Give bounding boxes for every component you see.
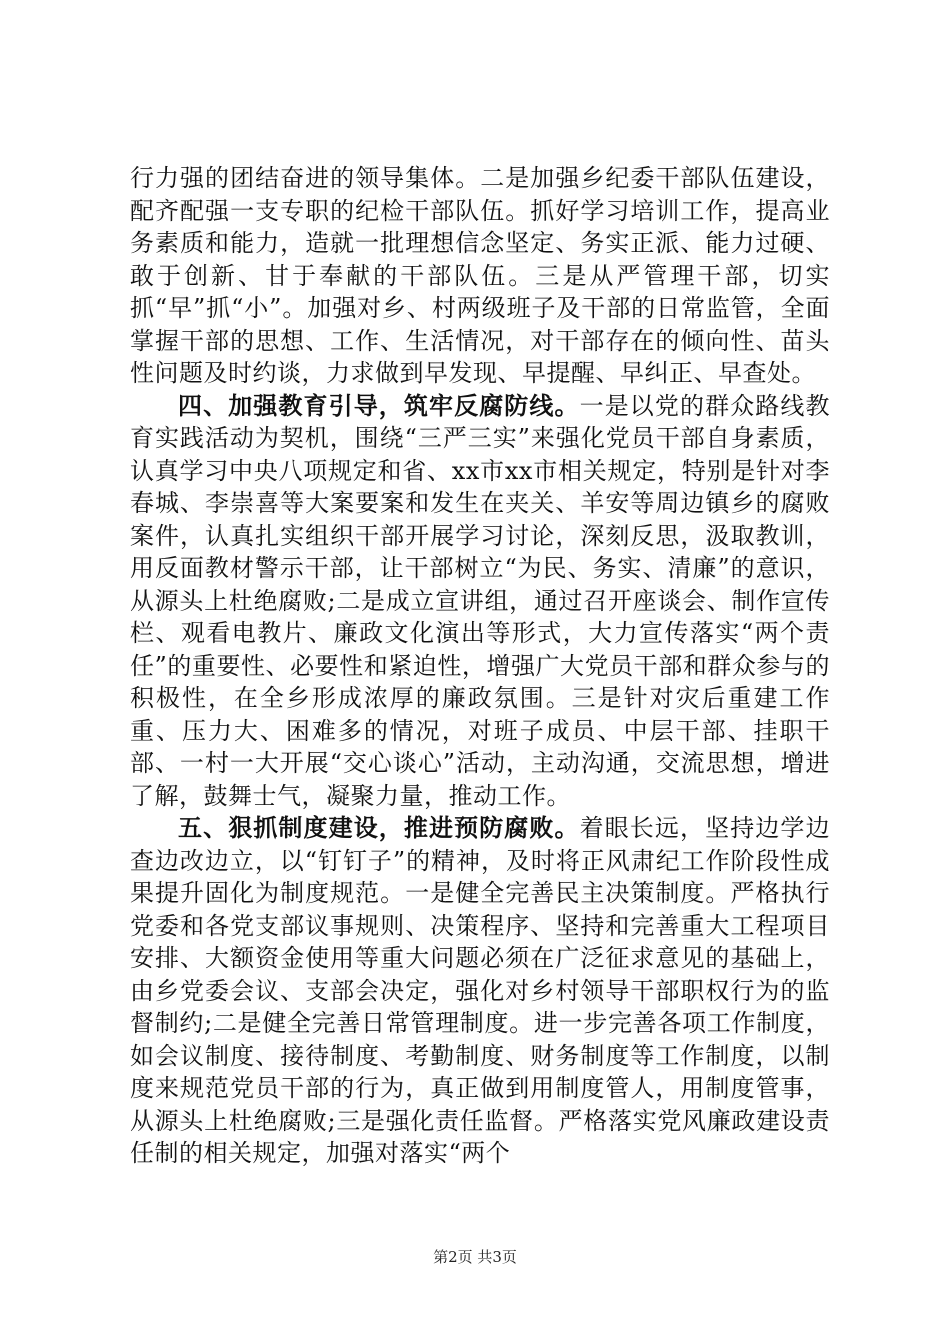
section-heading: 五、狠抓制度建设，推进预防腐败。 (178, 813, 580, 842)
paragraph-text: 一是以党的群众路线教育实践活动为契机，围绕“三严三实”来强化党员干部自身素质，认真学习中央八项规定和省、xx市xx市相关规定，特别是针对李春城、李崇喜等大案要案和发生在夹关、羊安等周边镇乡的腐败案件，认真扎实组织干部开展学习讨论，深刻反思，汲取教训，用反面教材警示干部，让干部树立“为民、务实、清廉”的意识，从源头上杜绝腐败;二是成立宣讲组，通过召开座谈会、制作宣传栏、观看电教片、廉政文化演出等形式，大力宣传落实“两个责任”的重要性、必要性和紧迫性，增强广大党员干部和群众参与的积极性，在全乡形成浓厚的廉政氛围。三是针对灾后重建工作重、压力大、困难多的情况，对班子成员、中层干部、挂职干部、一村一大开展“交心谈心”活动，主动沟通，交流思想，增进了解，鼓舞士气，凝聚力量，推动工作。 (130, 391, 831, 810)
page-number-label: 第2页 共3页 (433, 1248, 517, 1266)
document-body (130, 162, 830, 1170)
page-footer (0, 1246, 950, 1267)
paragraph-continuation (130, 162, 830, 390)
section-heading: 四、加强教育引导，筑牢反腐防线。 (178, 390, 580, 420)
paragraph-section-five (130, 812, 830, 1170)
paragraph-section-four (130, 390, 830, 813)
paragraph-text: 着眼长远，坚持边学边查边改边立，以“钉钉子”的精神，及时将正风肃纪工作阶段性成果提升固化为制度规范。一是健全完善民主决策制度。严格执行党委和各党支部议事规则、决策程序、坚持和完善重大工程项目安排、大额资金使用等重大问题必须在广泛征求意见的基础上，由乡党委会议、支部会决定，强化对乡村领导干部职权行为的监督制约;二是健全完善日常管理制度。进一步完善各项工作制度，如会议制度、接待制度、考勤制度、财务制度等工作制度，以制度来规范党员干部的行为，真正做到用制度管人，用制度管事，从源头上杜绝腐败;三是强化责任监督。严格落实党风廉政建设责任制的相关规定，加强对落实“两个 (130, 814, 831, 1167)
paragraph-text: 行力强的团结奋进的领导集体。二是加强乡纪委干部队伍建设，配齐配强一支专职的纪检干部队伍。抓好学习培训工作，提高业务素质和能力，造就一批理想信念坚定、务实正派、能力过硬、敢于创新、甘于奉献的干部队伍。三是从严管理干部，切实抓“早”抓“小”。加强对乡、村两级班子及干部的日常监管，全面掌握干部的思想、工作、生活情况，对干部存在的倾向性、苗头性问题及时约谈，力求做到早发现、早提醒、早纠正、早查处。 (130, 164, 830, 387)
